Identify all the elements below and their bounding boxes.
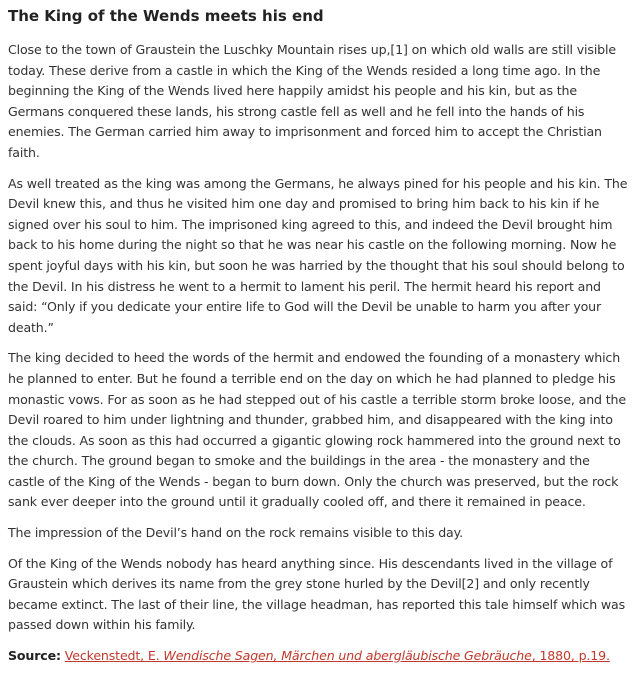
source-citation — [8, 646, 629, 667]
source-author: Veckenstedt, E. — [64, 648, 164, 664]
source-details: , 1880, p.19. — [531, 648, 610, 664]
article-title: The King of the Wends meets his end — [8, 7, 324, 25]
paragraph-1: Close to the town of Graustein the Luschky Mountain rises up,[1] on which old walls are still visible today. These derive from a castle in which the King of the Wends resided a long time ago. In the beginning the King of the Wends lived here happily amidst his people and his kin, but as the Germans conquered these lands, his strong castle fell as well and he fell into the hands of his enemies. The German carried him away to imprisonment and forced him to accept the Christian faith. — [8, 42, 616, 160]
source-title: Wendische Sagen, Märchen und abergläubische Gebräuche — [163, 648, 532, 664]
source-link[interactable] — [65, 648, 610, 663]
paragraph-2: As well treated as the king was among the Germans, he always pined for his people and his kin. The Devil knew this, and thus he visited him one day and promised to bring him back to his kin if he signed over his soul to him. The imprisoned king agreed to this, and indeed the Devil brought him back to his home during the night so that he was near his castle on the following morning. Now he spent joyful days with his kin, but soon he was harried by the thought that his soul should belong to the Devil. In his distress he went to a hermit to lament his peril. The hermit heard his report and said: “Only if you dedicate your entire life to God will the Devil be unable to harm you after your death.” — [8, 175, 628, 335]
paragraph-4: The impression of the Devil’s hand on the rock remains visible to this day. — [8, 525, 463, 541]
source-label: Source: — [8, 648, 61, 664]
paragraph-3: The king decided to heed the words of the hermit and endowed the founding of a monastery which he planned to enter. But he found a terrible end on the day on which he had planned to pledge his monastic vows. For as soon as he had stepped out of his castle a terrible storm broke loose, and the Devil roared to him under lightning and thunder, grabbed him, and disappeared with the king into the clouds. As soon as this had occurred a gigantic glowing rock hammered into the ground next to the church. The ground began to smoke and the buildings in the area - the monastery and the castle of the King of the Wends - began to burn down. Only the church was preserved, but the rock sank ever deeper into the ground until it gradually cooled off, and there it remained in peace. — [8, 350, 626, 510]
paragraph-5: Of the King of the Wends nobody has heard anything since. His descendants lived in the village of Graustein which derives its name from the grey stone hurled by the Devil[2] and only recently became extinct. The last of their line, the village headman, has reported this tale himself which was passed down within his family. — [8, 555, 626, 633]
